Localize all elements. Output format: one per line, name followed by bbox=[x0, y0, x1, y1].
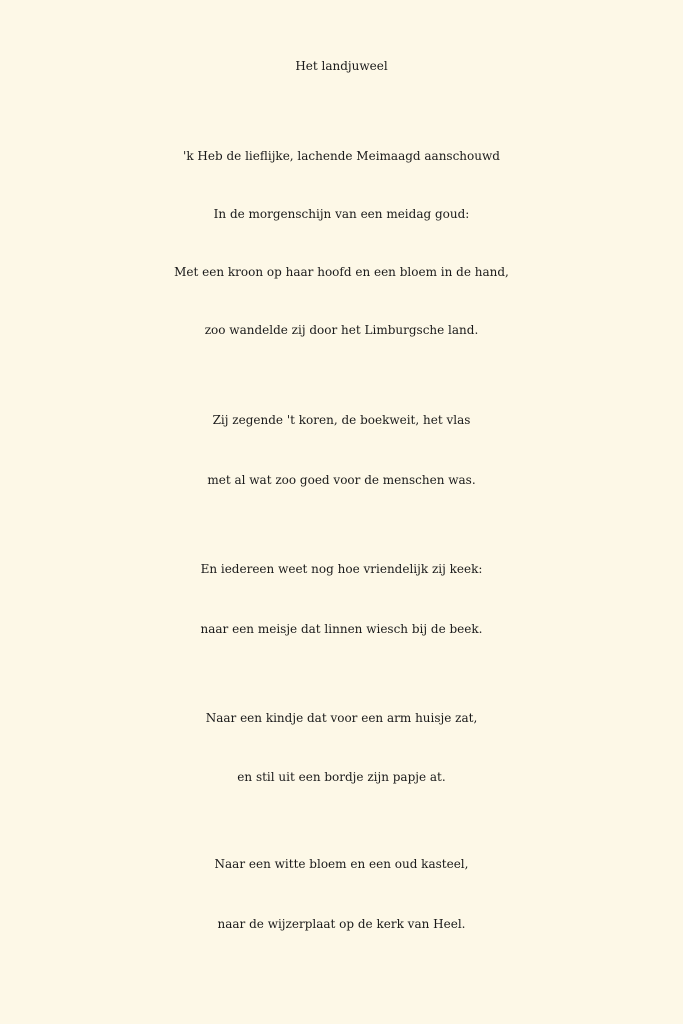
poem-line: en stil uit een bordje zijn papje at. bbox=[237, 770, 446, 784]
poem-line: Zij zegende 't koren, de boekweit, het vlas bbox=[212, 413, 471, 427]
poem-line: naar de wijzerplaat op de kerk van Heel. bbox=[217, 917, 466, 931]
poem-line: naar een meisje dat linnen wiesch bij de beek. bbox=[200, 622, 483, 636]
poem-line: 'k Heb de lieflijke, lachende Meimaagd aanschouwd bbox=[183, 149, 500, 163]
poem-line: Naar een kindje dat voor een arm huisje zat, bbox=[205, 711, 478, 725]
poem-line: En iedereen weet nog hoe vriendelijk zij keek: bbox=[200, 562, 483, 576]
poem-title: Het landjuweel bbox=[295, 59, 388, 73]
poem-line: met al wat zoo goed voor de menschen was. bbox=[207, 473, 476, 487]
poem-line: zoo wandelde zij door het Limburgsche land. bbox=[204, 323, 479, 337]
poem-line: Met een kroon op haar hoofd en een bloem in de hand, bbox=[174, 265, 509, 279]
poem-line: Naar een witte bloem en een oud kasteel, bbox=[214, 857, 469, 871]
poem-line: In de morgenschijn van een meidag goud: bbox=[213, 207, 470, 221]
